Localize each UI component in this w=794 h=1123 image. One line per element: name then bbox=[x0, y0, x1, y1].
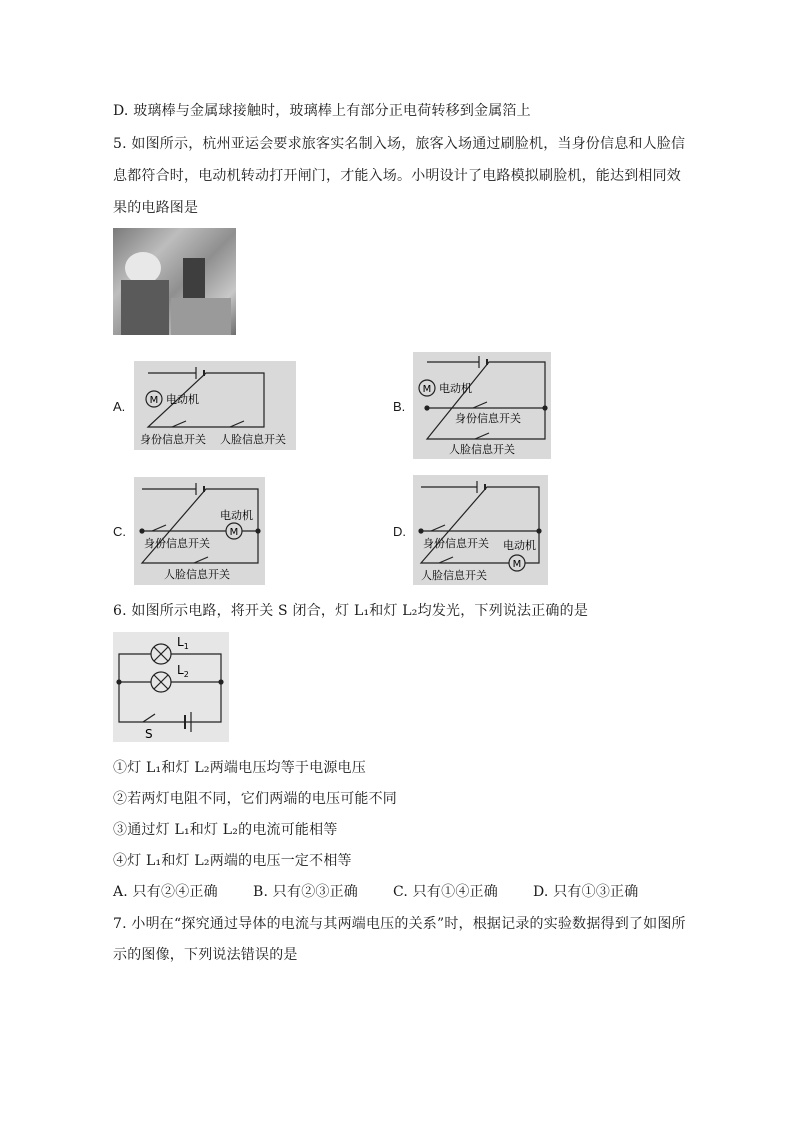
q5-b-switch2-text: 人脸信息开关 bbox=[449, 443, 515, 456]
q6-l1-label: $L_1$ bbox=[177, 635, 189, 651]
q5-c-motor-text: 电动机 bbox=[220, 509, 253, 522]
q5-d-switch2-text: 人脸信息开关 bbox=[421, 569, 487, 582]
q5-option-a-label[interactable]: A. bbox=[113, 399, 126, 414]
q6-l2-label: $L_2$ bbox=[177, 663, 189, 679]
q6-stem: 6. 如图所示电路，将开关 S 闭合，灯 L₁和灯 L₂均发光，下列说法正确的是 bbox=[113, 603, 589, 619]
q6-statement-4: ④灯 L₁和灯 L₂两端的电压一定不相等 bbox=[113, 853, 352, 869]
q6-choice-b[interactable]: B. 只有②③正确 bbox=[253, 884, 358, 900]
q5-option-d-circuit[interactable] bbox=[413, 475, 548, 585]
q6-choice-c[interactable]: C. 只有①④正确 bbox=[393, 884, 498, 900]
q7-stem-line-2: 示的图像，下列说法错误的是 bbox=[113, 947, 298, 963]
q5-d-motor-symbol: M bbox=[512, 559, 522, 570]
q5-a-switch2-text: 人脸信息开关 bbox=[220, 433, 286, 446]
q5-b-motor-text: 电动机 bbox=[439, 382, 472, 395]
q5-option-b-circuit[interactable] bbox=[413, 352, 551, 459]
q5-stem-line-2: 息都符合时，电动机转动打开闸门，才能入场。小明设计了电路模拟刷脸机，能达到相同效 bbox=[113, 168, 681, 184]
q5-d-switch1-text: 身份信息开关 bbox=[423, 537, 489, 550]
person-hood-shape bbox=[125, 252, 161, 284]
q5-c-switch2-text: 人脸信息开关 bbox=[164, 568, 230, 581]
q5-option-d-label[interactable]: D. bbox=[393, 524, 406, 539]
q5-d-motor-text: 电动机 bbox=[503, 539, 536, 552]
q5-a-motor-text: 电动机 bbox=[166, 393, 199, 406]
q6-statement-1: ①灯 L₁和灯 L₂两端电压均等于电源电压 bbox=[113, 760, 366, 776]
q5-option-a-circuit[interactable] bbox=[134, 361, 296, 450]
q6-circuit-figure bbox=[113, 632, 229, 742]
q5-stem-line-1: 5. 如图所示，杭州亚运会要求旅客实名制入场，旅客入场通过刷脸机，当身份信息和人脸信 bbox=[113, 136, 686, 152]
q6-switch-label: S bbox=[145, 727, 153, 741]
person-body-shape bbox=[121, 280, 169, 335]
q5-a-switch1-text: 身份信息开关 bbox=[140, 433, 206, 446]
q5-b-motor-symbol: M bbox=[422, 384, 432, 395]
q6-choice-a[interactable]: A. 只有②④正确 bbox=[113, 884, 218, 900]
scanner-device-shape bbox=[183, 258, 205, 298]
face-scanner-photo-art bbox=[113, 228, 236, 335]
q5-c-switch1-text: 身份信息开关 bbox=[144, 537, 210, 550]
q5-option-b-label[interactable]: B. bbox=[393, 399, 406, 414]
q6-choice-d[interactable]: D. 只有①③正确 bbox=[533, 884, 639, 900]
q5-stem-line-3: 果的电路图是 bbox=[113, 200, 199, 216]
q5-c-motor-symbol: M bbox=[229, 527, 239, 538]
q5-b-switch1-text: 身份信息开关 bbox=[455, 412, 521, 425]
q7-stem-line-1: 7. 小明在“探究通过导体的电流与其两端电压的关系”时，根据记录的实验数据得到了如图所 bbox=[113, 916, 686, 932]
q6-statement-3: ③通过灯 L₁和灯 L₂的电流可能相等 bbox=[113, 822, 338, 838]
q5-a-motor-symbol: M bbox=[149, 395, 159, 406]
q6-statement-2: ②若两灯电阻不同，它们两端的电压可能不同 bbox=[113, 791, 397, 807]
q5-option-c-label[interactable]: C. bbox=[113, 524, 126, 539]
q5-option-c-circuit[interactable] bbox=[134, 477, 265, 585]
q4-option-d: D. 玻璃棒与金属球接触时，玻璃棒上有部分正电荷转移到金属箔上 bbox=[113, 103, 531, 119]
face-scanner-photo bbox=[113, 228, 236, 335]
scanner-stand-shape bbox=[171, 298, 231, 335]
